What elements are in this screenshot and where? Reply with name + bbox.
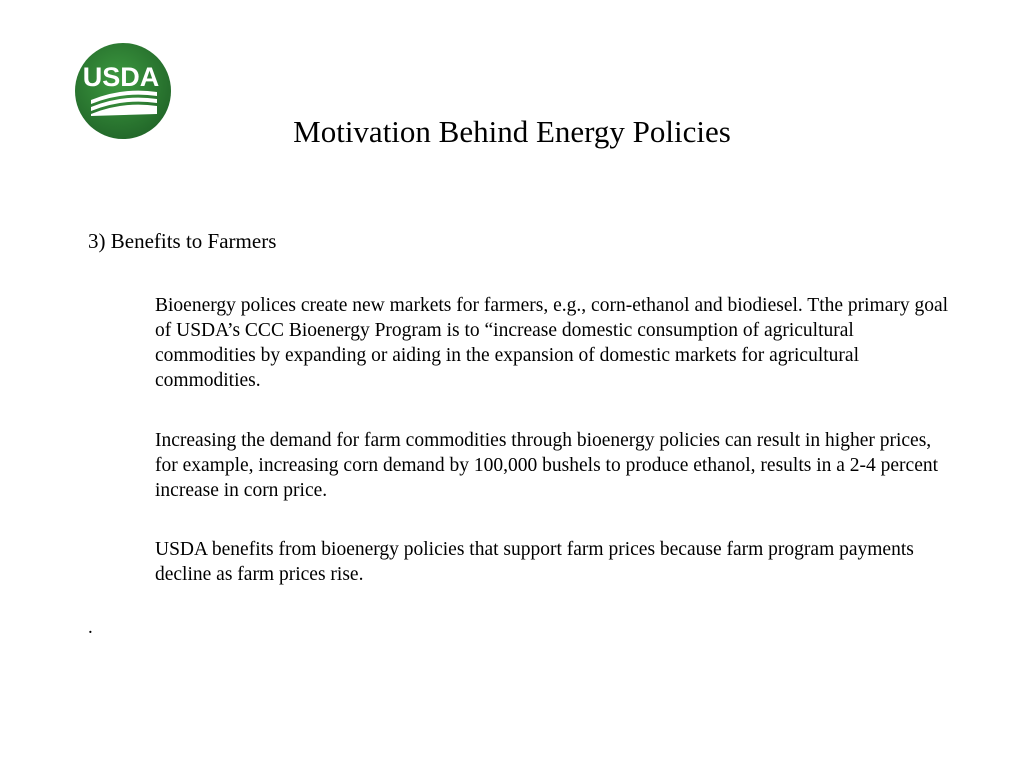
usda-logo-text: USDA	[82, 62, 160, 92]
trailing-mark: .	[88, 617, 93, 638]
section-heading: 3) Benefits to Farmers	[88, 229, 277, 253]
paragraph-higher-prices: Increasing the demand for farm commodities through bioenergy policies can result in higher prices, for example, increasing corn demand by 100,000 bushels to produce ethanol, results in a 2-4 percent increase in corn price.	[155, 430, 939, 501]
paragraph-usda-benefits: USDA benefits from bioenergy policies that support farm prices because farm program payments decline as farm prices rise.	[155, 539, 914, 585]
slide-title: Motivation Behind Energy Policies	[293, 114, 731, 149]
paragraph-new-markets: Bioenergy polices create new markets for farmers, e.g., corn-ethanol and biodiesel. Tthe primary goal of USDA’s CCC Bioenergy Program is to “increase domestic consumption of agricultural commodities by expanding or aiding in the expansion of domestic markets for agricultural commodities.	[155, 295, 949, 391]
